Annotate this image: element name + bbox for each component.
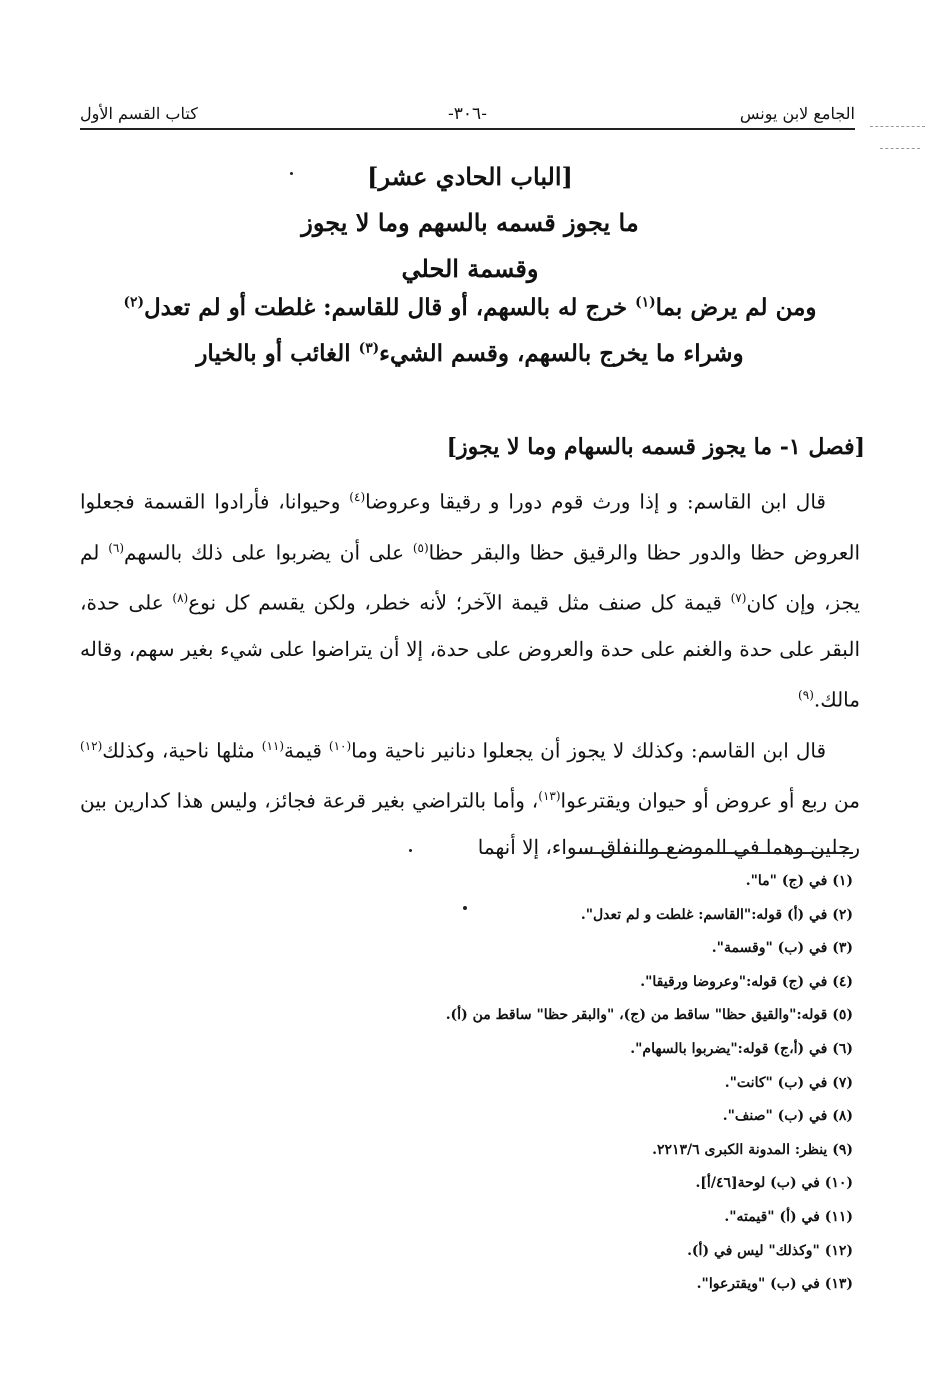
footnote-ref[interactable]: (١) [635,294,656,311]
scan-speck [463,906,467,910]
scan-speck [409,849,412,852]
section-title: [فصل ١- ما يجوز قسمه بالسهام وما لا يجوز] [446,434,865,460]
scan-speck [290,172,293,175]
header-book-title: الجامع لابن يونس [739,104,855,123]
chapter-subtitle: ومن لم يرض بما$^{(١)}$ خرج له بالسهم، أو قال للقاسم: غلطت أو لم تعدل$^{(٢)}$ [123,294,817,321]
footnote-ref[interactable]: (٦) [108,540,125,555]
header-rule [80,128,855,130]
footnote: (٩) ينظر: المدونة الكبرى ٢٢١٣/٦. [652,1141,853,1158]
footnote-ref[interactable]: (٨) [172,591,189,606]
footnote-ref[interactable]: (٢) [123,294,144,311]
footnote: (٧) في (ب) "كانت". [724,1074,853,1091]
footnote: (٨) في (ب) "صنف". [722,1108,853,1125]
footnote-ref[interactable]: (٩) [798,687,814,702]
paragraph: قال ابن القاسم: و إذا ورث قوم دورا و رقيقا وعروضا$^{(٤)}$ وحيوانا، فأرادوا القسمة فجعلوا العروض حظا والدور حظا والرقيق حظا والبقر حظا$^{(٥)}$ على أن يضربوا على ذلك بالسهم$^{(٦)}$ لم يجز، وإن كان$^{(٧)}$ قيمة كل صنف مثل قيمة الآخر؛ لأنه خطر، ولكن يقسم كل نوع$^{(٨)}$ على حدة، البقر على حدة والغنم على حدة والعروض على حدة، إلا أن يتراضوا على شيء بغير سهم، وقاله مالك.$^{(٩)}$ [80,489,861,712]
footnote: (٣) في (ب) "وقسمة". [711,940,853,957]
footnote: (٦) في (أ،ج) قوله:"يضربوا بالسهام". [630,1040,853,1057]
chapter-subtitle: وشراء ما يخرج بالسهم، وقسم الشيء$^{(٣)}$ الغائب أو بالخيار [196,340,744,367]
margin-scan-mark [880,148,920,151]
footnote-ref[interactable]: (٧) [730,591,747,606]
header-section-title: كتاب القسم الأول [80,104,198,123]
footnote-ref[interactable]: (١٣) [538,789,561,804]
running-header [80,100,855,130]
chapter-subtitle: ما يجوز قسمه بالسهم وما لا يجوز [301,208,639,237]
footnote: (١٠) في (ب) لوحة[٤٦/أ]. [695,1175,853,1192]
chapter-subtitle: وقسمة الحلي [401,254,539,283]
chapter-heading: [الباب الحادي عشر] [367,162,573,191]
footnote: (٤) في (ج) قوله:"وعروضا ورقيقا". [640,973,853,990]
footnote: (٢) في (أ) قوله:"القاسم: غلطت و لم تعدل". [580,906,853,923]
footnote: (١) في (ج) "ما". [745,873,853,889]
footnote: (٥) قوله:"والقيق حظا" ساقط من (ج)، "والبقر حظا" ساقط من (أ). [445,1007,853,1024]
footnote-ref[interactable]: (١١) [261,738,285,753]
footnote: (١٢) "وكذلك" ليس في (أ). [687,1242,853,1259]
body-text [80,474,860,870]
page-number: -٣٠٦- [448,104,487,124]
paragraph: قال ابن القاسم: وكذلك لا يجوز أن يجعلوا دنانير ناحية وما$^{(١٠)}$ قيمة$^{(١١)}$ مثلها ناحية، وكذلك$^{(١٢)}$ من ربع أو عروض أو حيوان ويقترعوا$^{(١٣)}$، وأما بالتراضي بغير قرعة فجائز، وليس هذا كدارين بين رجلين وهما في الموضع والنفاق سواء، إلا أنهما [80,738,860,859]
footnotes-list [293,865,853,1302]
footnote-rule [570,852,853,854]
footnote-ref[interactable]: (١٠) [328,738,352,753]
footnote-ref[interactable]: (١٢) [80,738,103,753]
footnote-ref[interactable]: (٥) [412,540,429,555]
margin-scan-mark [870,126,925,129]
footnote: (١١) في (أ) "قيمته". [724,1208,853,1225]
footnote-ref[interactable]: (٤) [349,490,366,504]
footnote: (١٣) في (ب) "ويقترعوا". [696,1276,853,1293]
footnote-ref[interactable]: (٣) [358,340,380,357]
